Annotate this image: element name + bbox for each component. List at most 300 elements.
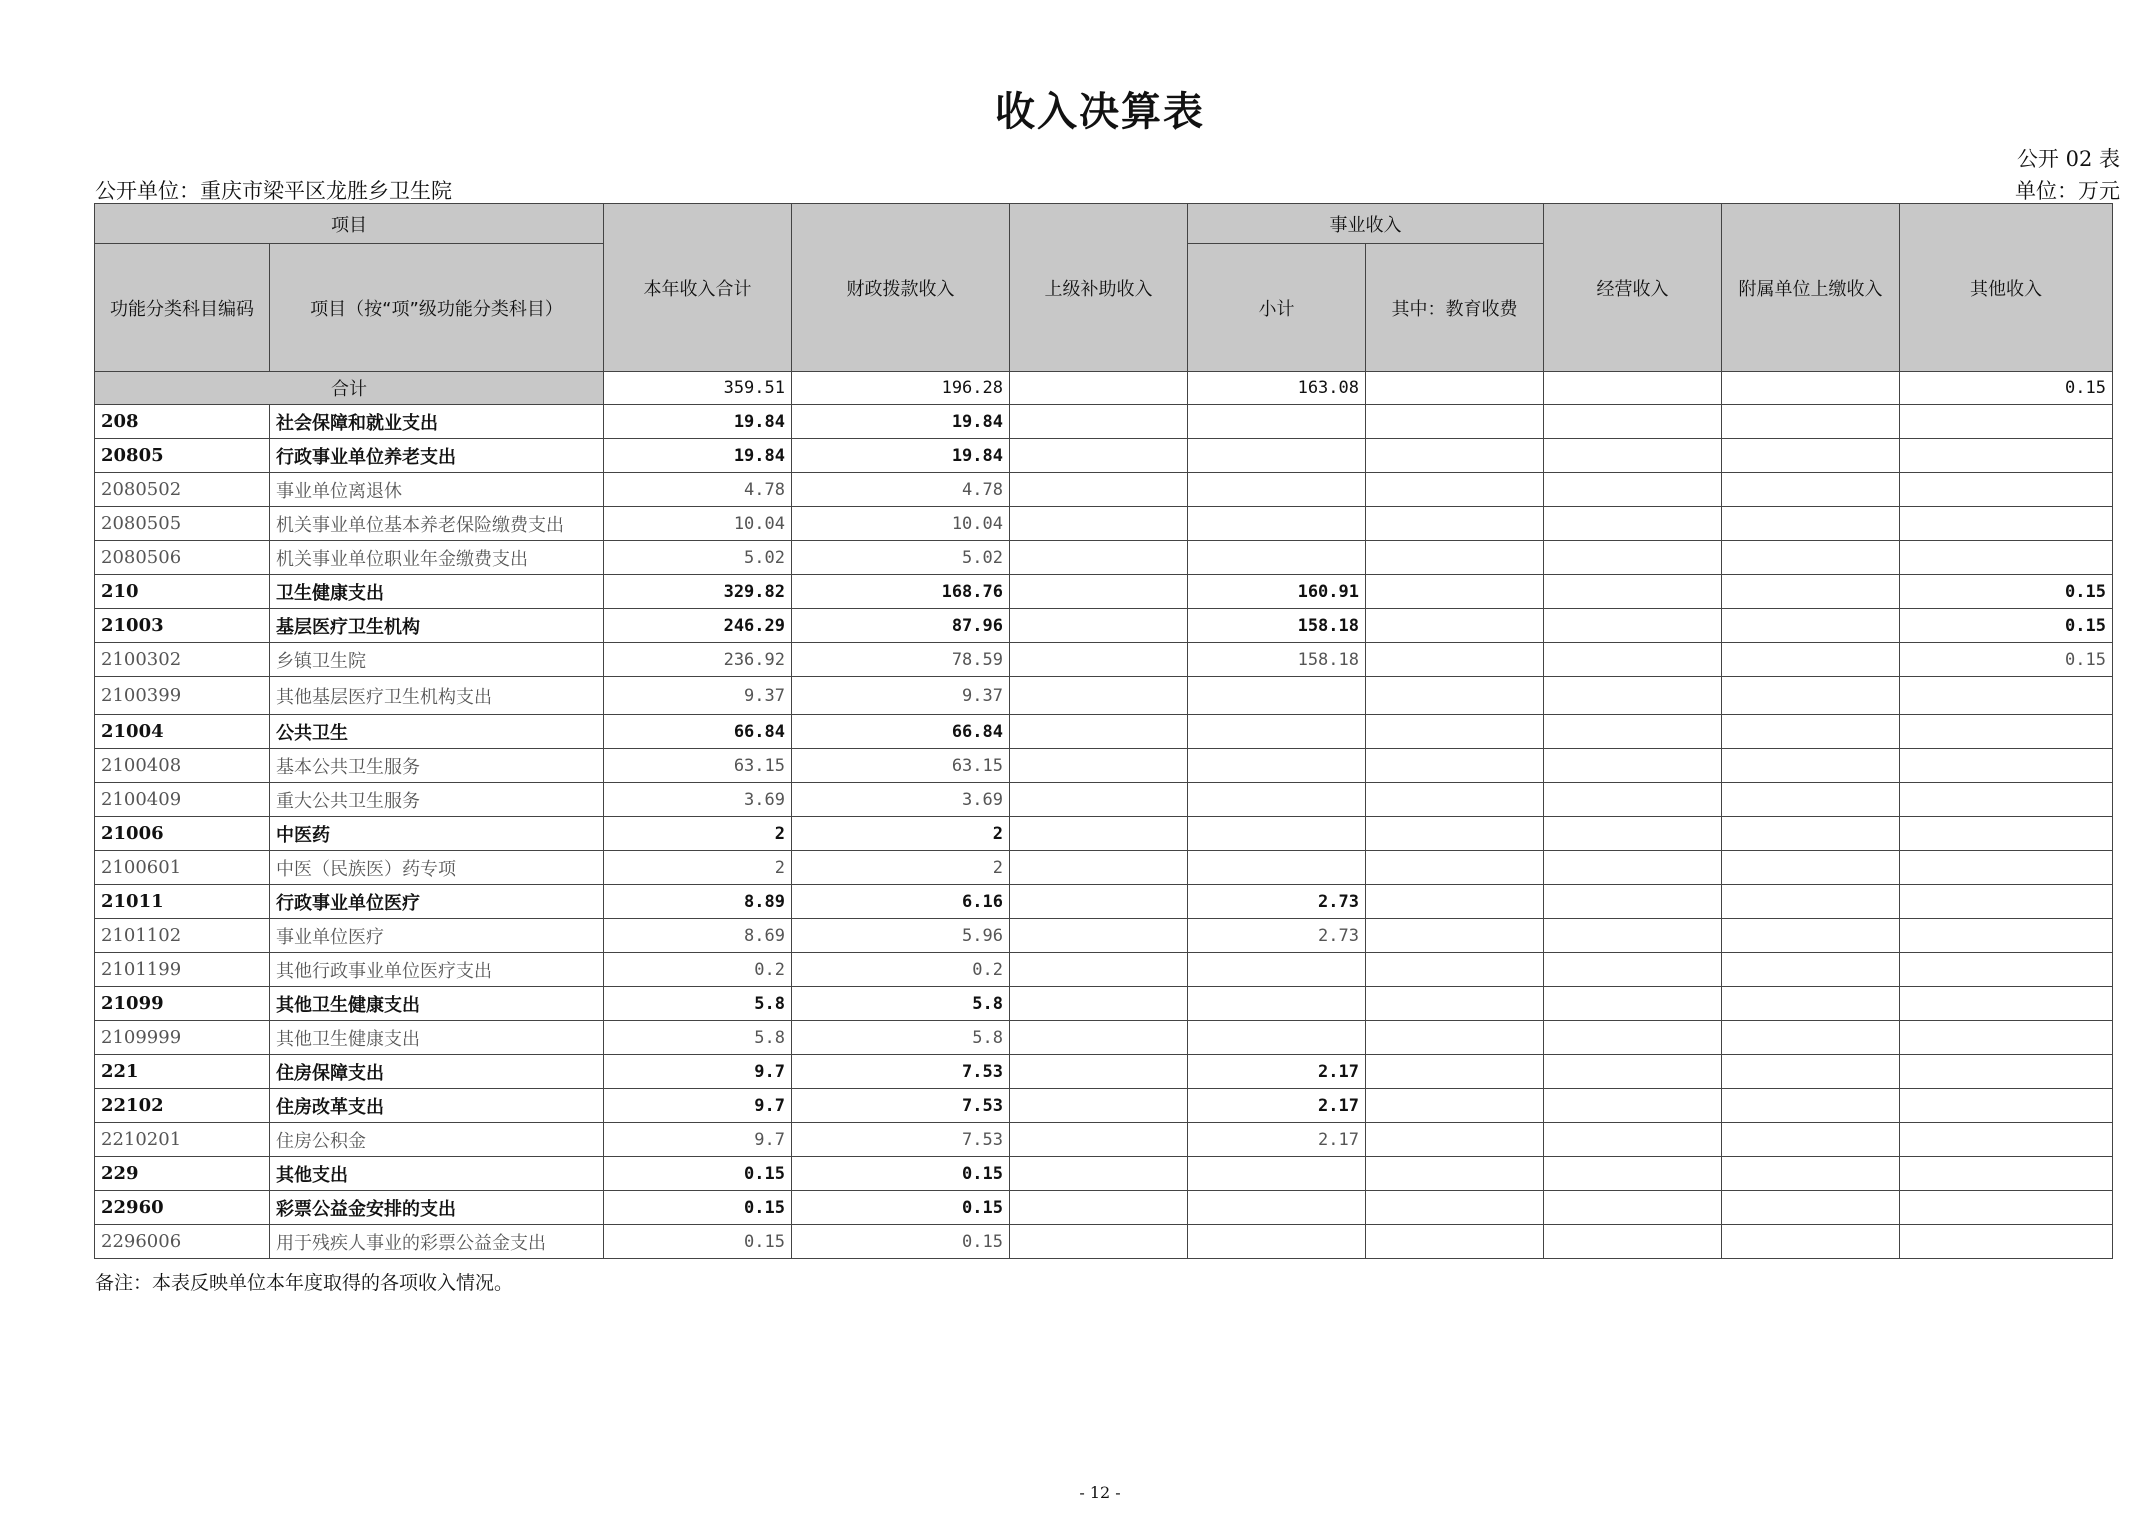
row-cell-affiliated xyxy=(1722,1157,1900,1191)
row-cell-affiliated xyxy=(1722,1225,1900,1259)
row-cell-affiliated xyxy=(1722,1123,1900,1157)
currency-unit: 单位：万元 xyxy=(2015,179,2120,203)
row-cell-fiscal: 78.59 xyxy=(792,643,1010,677)
row-cell-other xyxy=(1900,507,2113,541)
row-cell-subtotal xyxy=(1188,987,1366,1021)
total-cell-subtotal: 163.08 xyxy=(1188,372,1366,405)
row-cell-affiliated xyxy=(1722,715,1900,749)
row-name: 事业单位医疗 xyxy=(270,919,604,953)
table-row xyxy=(95,507,2113,541)
page-title: 收入决算表 xyxy=(995,89,1205,135)
row-cell-total: 3.69 xyxy=(604,783,792,817)
row-code: 22960 xyxy=(95,1191,270,1225)
row-cell-total: 66.84 xyxy=(604,715,792,749)
row-cell-education xyxy=(1366,1123,1544,1157)
header-item-group: 项目 xyxy=(95,204,604,244)
row-cell-superior xyxy=(1010,987,1188,1021)
row-cell-education xyxy=(1366,885,1544,919)
row-code: 2100302 xyxy=(95,643,270,677)
total-cell-education xyxy=(1366,372,1544,405)
row-cell-education xyxy=(1366,919,1544,953)
table-row xyxy=(95,919,2113,953)
row-cell-operating xyxy=(1544,715,1722,749)
row-cell-other xyxy=(1900,473,2113,507)
row-name: 基层医疗卫生机构 xyxy=(270,609,604,643)
row-code: 2080505 xyxy=(95,507,270,541)
page-number: - 12 - xyxy=(1079,1483,1121,1502)
row-cell-other xyxy=(1900,749,2113,783)
row-cell-affiliated xyxy=(1722,987,1900,1021)
row-cell-superior xyxy=(1010,749,1188,783)
row-cell-affiliated xyxy=(1722,851,1900,885)
row-name: 社会保障和就业支出 xyxy=(270,405,604,439)
row-cell-education xyxy=(1366,953,1544,987)
row-cell-total: 329.82 xyxy=(604,575,792,609)
row-cell-affiliated xyxy=(1722,885,1900,919)
row-cell-subtotal: 160.91 xyxy=(1188,575,1366,609)
row-cell-superior xyxy=(1010,439,1188,473)
header-operating: 经营收入 xyxy=(1544,204,1722,372)
row-code: 21006 xyxy=(95,817,270,851)
row-cell-affiliated xyxy=(1722,575,1900,609)
row-cell-total: 246.29 xyxy=(604,609,792,643)
table-row xyxy=(95,473,2113,507)
row-cell-operating xyxy=(1544,1089,1722,1123)
row-cell-other xyxy=(1900,851,2113,885)
row-cell-superior xyxy=(1010,575,1188,609)
row-name: 其他支出 xyxy=(270,1157,604,1191)
header-total: 本年收入合计 xyxy=(604,204,792,372)
row-name: 机关事业单位基本养老保险缴费支出 xyxy=(270,507,604,541)
row-cell-education xyxy=(1366,643,1544,677)
row-cell-subtotal: 2.17 xyxy=(1188,1123,1366,1157)
row-cell-total: 0.15 xyxy=(604,1157,792,1191)
total-label: 合计 xyxy=(95,372,604,405)
row-cell-affiliated xyxy=(1722,749,1900,783)
row-cell-operating xyxy=(1544,439,1722,473)
row-cell-operating xyxy=(1544,643,1722,677)
row-cell-superior xyxy=(1010,507,1188,541)
row-cell-affiliated xyxy=(1722,473,1900,507)
row-cell-fiscal: 3.69 xyxy=(792,783,1010,817)
table-row xyxy=(95,885,2113,919)
row-cell-fiscal: 2 xyxy=(792,851,1010,885)
table-row xyxy=(95,677,2113,715)
row-cell-education xyxy=(1366,817,1544,851)
row-cell-total: 8.69 xyxy=(604,919,792,953)
row-cell-operating xyxy=(1544,919,1722,953)
row-cell-superior xyxy=(1010,953,1188,987)
row-name: 用于残疾人事业的彩票公益金支出 xyxy=(270,1225,604,1259)
row-cell-operating xyxy=(1544,783,1722,817)
row-cell-total: 5.02 xyxy=(604,541,792,575)
row-cell-other: 0.15 xyxy=(1900,643,2113,677)
row-name: 中医药 xyxy=(270,817,604,851)
total-cell-superior xyxy=(1010,372,1188,405)
row-cell-total: 5.8 xyxy=(604,1021,792,1055)
row-cell-education xyxy=(1366,715,1544,749)
row-name: 住房保障支出 xyxy=(270,1055,604,1089)
row-cell-other xyxy=(1900,953,2113,987)
row-code: 21099 xyxy=(95,987,270,1021)
total-cell-total: 359.51 xyxy=(604,372,792,405)
row-name: 住房改革支出 xyxy=(270,1089,604,1123)
row-cell-total: 10.04 xyxy=(604,507,792,541)
row-cell-superior xyxy=(1010,1055,1188,1089)
row-cell-operating xyxy=(1544,885,1722,919)
row-cell-total: 9.37 xyxy=(604,677,792,715)
table-row xyxy=(95,1123,2113,1157)
row-code: 229 xyxy=(95,1157,270,1191)
row-cell-total: 9.7 xyxy=(604,1055,792,1089)
row-code: 210 xyxy=(95,575,270,609)
row-cell-total: 63.15 xyxy=(604,749,792,783)
header-education: 其中：教育收费 xyxy=(1366,244,1544,372)
row-cell-education xyxy=(1366,473,1544,507)
row-cell-affiliated xyxy=(1722,1021,1900,1055)
row-cell-affiliated xyxy=(1722,439,1900,473)
row-cell-other xyxy=(1900,677,2113,715)
row-cell-other xyxy=(1900,405,2113,439)
row-cell-affiliated xyxy=(1722,677,1900,715)
row-code: 2100399 xyxy=(95,677,270,715)
row-name: 其他卫生健康支出 xyxy=(270,987,604,1021)
row-code: 22102 xyxy=(95,1089,270,1123)
row-cell-education xyxy=(1366,507,1544,541)
row-name: 乡镇卫生院 xyxy=(270,643,604,677)
row-name: 其他行政事业单位医疗支出 xyxy=(270,953,604,987)
row-cell-affiliated xyxy=(1722,405,1900,439)
row-name: 重大公共卫生服务 xyxy=(270,783,604,817)
row-cell-operating xyxy=(1544,1191,1722,1225)
total-cell-other: 0.15 xyxy=(1900,372,2113,405)
row-cell-total: 236.92 xyxy=(604,643,792,677)
row-code: 2296006 xyxy=(95,1225,270,1259)
row-name: 公共卫生 xyxy=(270,715,604,749)
row-cell-subtotal xyxy=(1188,1157,1366,1191)
row-cell-other xyxy=(1900,987,2113,1021)
row-cell-other xyxy=(1900,1089,2113,1123)
row-cell-education xyxy=(1366,1089,1544,1123)
row-code: 2080506 xyxy=(95,541,270,575)
row-code: 2100601 xyxy=(95,851,270,885)
row-cell-superior xyxy=(1010,783,1188,817)
reporting-unit: 公开单位：重庆市梁平区龙胜乡卫生院 xyxy=(95,179,452,203)
row-cell-superior xyxy=(1010,1089,1188,1123)
table-row xyxy=(95,953,2113,987)
row-cell-superior xyxy=(1010,677,1188,715)
row-cell-subtotal: 2.17 xyxy=(1188,1055,1366,1089)
row-cell-fiscal: 87.96 xyxy=(792,609,1010,643)
header-subtotal: 小计 xyxy=(1188,244,1366,372)
table-note: 备注：本表反映单位本年度取得的各项收入情况。 xyxy=(95,1272,514,1294)
row-cell-superior xyxy=(1010,817,1188,851)
row-cell-fiscal: 66.84 xyxy=(792,715,1010,749)
row-cell-superior xyxy=(1010,609,1188,643)
row-cell-other: 0.15 xyxy=(1900,609,2113,643)
row-cell-operating xyxy=(1544,405,1722,439)
row-cell-subtotal xyxy=(1188,851,1366,885)
row-cell-subtotal xyxy=(1188,541,1366,575)
row-cell-total: 0.15 xyxy=(604,1225,792,1259)
table-row xyxy=(95,749,2113,783)
header-fiscal: 财政拨款收入 xyxy=(792,204,1010,372)
row-cell-fiscal: 19.84 xyxy=(792,439,1010,473)
row-cell-total: 0.2 xyxy=(604,953,792,987)
row-cell-subtotal xyxy=(1188,749,1366,783)
row-cell-education xyxy=(1366,783,1544,817)
row-cell-fiscal: 5.8 xyxy=(792,1021,1010,1055)
row-cell-subtotal xyxy=(1188,715,1366,749)
row-name: 其他卫生健康支出 xyxy=(270,1021,604,1055)
row-code: 208 xyxy=(95,405,270,439)
row-cell-subtotal xyxy=(1188,1225,1366,1259)
row-cell-operating xyxy=(1544,1225,1722,1259)
row-cell-total: 9.7 xyxy=(604,1089,792,1123)
table-row xyxy=(95,715,2113,749)
row-code: 20805 xyxy=(95,439,270,473)
row-cell-operating xyxy=(1544,749,1722,783)
row-cell-operating xyxy=(1544,575,1722,609)
row-code: 2100409 xyxy=(95,783,270,817)
table-row xyxy=(95,851,2113,885)
row-cell-superior xyxy=(1010,1123,1188,1157)
row-cell-fiscal: 63.15 xyxy=(792,749,1010,783)
row-cell-operating xyxy=(1544,817,1722,851)
row-cell-total: 2 xyxy=(604,851,792,885)
header-business-group: 事业收入 xyxy=(1188,204,1544,244)
row-cell-total: 9.7 xyxy=(604,1123,792,1157)
table-row xyxy=(95,439,2113,473)
row-cell-other xyxy=(1900,439,2113,473)
row-cell-operating xyxy=(1544,507,1722,541)
row-cell-superior xyxy=(1010,851,1188,885)
table-row xyxy=(95,1191,2113,1225)
row-cell-superior xyxy=(1010,1021,1188,1055)
row-cell-education xyxy=(1366,1225,1544,1259)
row-cell-operating xyxy=(1544,677,1722,715)
row-name: 彩票公益金安排的支出 xyxy=(270,1191,604,1225)
row-cell-subtotal: 2.73 xyxy=(1188,919,1366,953)
row-cell-subtotal: 2.17 xyxy=(1188,1089,1366,1123)
income-table xyxy=(94,203,2113,1259)
row-cell-operating xyxy=(1544,1021,1722,1055)
row-cell-superior xyxy=(1010,715,1188,749)
row-cell-education xyxy=(1366,1191,1544,1225)
table-row xyxy=(95,643,2113,677)
row-cell-fiscal: 5.96 xyxy=(792,919,1010,953)
row-cell-affiliated xyxy=(1722,1055,1900,1089)
row-cell-superior xyxy=(1010,919,1188,953)
header-code: 功能分类科目编码 xyxy=(95,244,270,372)
row-code: 2210201 xyxy=(95,1123,270,1157)
row-cell-education xyxy=(1366,1055,1544,1089)
table-row xyxy=(95,405,2113,439)
total-cell-affiliated xyxy=(1722,372,1900,405)
row-cell-total: 19.84 xyxy=(604,405,792,439)
row-cell-operating xyxy=(1544,987,1722,1021)
header-name: 项目（按“项”级功能分类科目） xyxy=(270,244,604,372)
row-name: 事业单位离退休 xyxy=(270,473,604,507)
row-cell-other: 0.15 xyxy=(1900,575,2113,609)
row-cell-fiscal: 0.2 xyxy=(792,953,1010,987)
row-name: 卫生健康支出 xyxy=(270,575,604,609)
row-cell-superior xyxy=(1010,1191,1188,1225)
header-affiliated: 附属单位上缴收入 xyxy=(1722,204,1900,372)
row-cell-affiliated xyxy=(1722,541,1900,575)
table-row xyxy=(95,575,2113,609)
row-cell-fiscal: 0.15 xyxy=(792,1157,1010,1191)
row-cell-subtotal: 2.73 xyxy=(1188,885,1366,919)
row-name: 行政事业单位医疗 xyxy=(270,885,604,919)
row-cell-fiscal: 5.8 xyxy=(792,987,1010,1021)
row-cell-superior xyxy=(1010,885,1188,919)
row-cell-fiscal: 7.53 xyxy=(792,1089,1010,1123)
row-cell-operating xyxy=(1544,473,1722,507)
row-cell-superior xyxy=(1010,1225,1188,1259)
row-cell-subtotal xyxy=(1188,1191,1366,1225)
row-cell-operating xyxy=(1544,1055,1722,1089)
row-cell-other xyxy=(1900,1123,2113,1157)
row-cell-fiscal: 7.53 xyxy=(792,1123,1010,1157)
row-code: 21003 xyxy=(95,609,270,643)
row-cell-subtotal xyxy=(1188,507,1366,541)
row-cell-total: 5.8 xyxy=(604,987,792,1021)
row-cell-total: 4.78 xyxy=(604,473,792,507)
row-cell-other xyxy=(1900,919,2113,953)
row-cell-education xyxy=(1366,439,1544,473)
row-cell-other xyxy=(1900,783,2113,817)
row-cell-superior xyxy=(1010,541,1188,575)
row-cell-fiscal: 0.15 xyxy=(792,1191,1010,1225)
row-cell-subtotal xyxy=(1188,817,1366,851)
row-cell-other xyxy=(1900,541,2113,575)
row-cell-other xyxy=(1900,1021,2113,1055)
row-code: 21004 xyxy=(95,715,270,749)
table-row xyxy=(95,987,2113,1021)
row-cell-affiliated xyxy=(1722,609,1900,643)
row-cell-operating xyxy=(1544,1123,1722,1157)
row-cell-affiliated xyxy=(1722,783,1900,817)
row-cell-fiscal: 19.84 xyxy=(792,405,1010,439)
row-cell-subtotal: 158.18 xyxy=(1188,643,1366,677)
row-cell-subtotal xyxy=(1188,783,1366,817)
row-cell-other xyxy=(1900,1225,2113,1259)
row-cell-subtotal xyxy=(1188,473,1366,507)
row-name: 机关事业单位职业年金缴费支出 xyxy=(270,541,604,575)
total-cell-fiscal: 196.28 xyxy=(792,372,1010,405)
row-cell-fiscal: 6.16 xyxy=(792,885,1010,919)
row-cell-fiscal: 9.37 xyxy=(792,677,1010,715)
row-code: 21011 xyxy=(95,885,270,919)
row-cell-education xyxy=(1366,1021,1544,1055)
row-name: 其他基层医疗卫生机构支出 xyxy=(270,677,604,715)
row-cell-fiscal: 7.53 xyxy=(792,1055,1010,1089)
form-number: 公开 02 表 xyxy=(2016,147,2120,171)
row-cell-total: 8.89 xyxy=(604,885,792,919)
table-row xyxy=(95,817,2113,851)
row-cell-fiscal: 4.78 xyxy=(792,473,1010,507)
row-cell-total: 19.84 xyxy=(604,439,792,473)
table-row xyxy=(95,1225,2113,1259)
table-row xyxy=(95,783,2113,817)
header-superior: 上级补助收入 xyxy=(1010,204,1188,372)
row-cell-education xyxy=(1366,987,1544,1021)
row-cell-operating xyxy=(1544,953,1722,987)
row-cell-other xyxy=(1900,885,2113,919)
table-row xyxy=(95,1157,2113,1191)
row-cell-superior xyxy=(1010,405,1188,439)
row-cell-education xyxy=(1366,575,1544,609)
row-cell-affiliated xyxy=(1722,643,1900,677)
row-cell-education xyxy=(1366,541,1544,575)
row-cell-total: 0.15 xyxy=(604,1191,792,1225)
row-name: 中医（民族医）药专项 xyxy=(270,851,604,885)
row-cell-education xyxy=(1366,749,1544,783)
row-cell-affiliated xyxy=(1722,919,1900,953)
row-cell-other xyxy=(1900,1157,2113,1191)
row-code: 2080502 xyxy=(95,473,270,507)
total-cell-operating xyxy=(1544,372,1722,405)
row-code: 2100408 xyxy=(95,749,270,783)
row-cell-education xyxy=(1366,851,1544,885)
row-name: 基本公共卫生服务 xyxy=(270,749,604,783)
row-cell-subtotal: 158.18 xyxy=(1188,609,1366,643)
row-cell-superior xyxy=(1010,473,1188,507)
row-cell-operating xyxy=(1544,541,1722,575)
row-code: 2101199 xyxy=(95,953,270,987)
row-cell-affiliated xyxy=(1722,1191,1900,1225)
row-cell-subtotal xyxy=(1188,1021,1366,1055)
table-row xyxy=(95,541,2113,575)
row-cell-fiscal: 10.04 xyxy=(792,507,1010,541)
row-cell-superior xyxy=(1010,643,1188,677)
row-cell-affiliated xyxy=(1722,817,1900,851)
table-row xyxy=(95,1021,2113,1055)
row-name: 住房公积金 xyxy=(270,1123,604,1157)
row-cell-fiscal: 168.76 xyxy=(792,575,1010,609)
row-name: 行政事业单位养老支出 xyxy=(270,439,604,473)
row-cell-affiliated xyxy=(1722,507,1900,541)
row-cell-fiscal: 5.02 xyxy=(792,541,1010,575)
row-cell-fiscal: 0.15 xyxy=(792,1225,1010,1259)
row-code: 2101102 xyxy=(95,919,270,953)
row-code: 221 xyxy=(95,1055,270,1089)
row-code: 2109999 xyxy=(95,1021,270,1055)
table-row xyxy=(95,609,2113,643)
row-cell-other xyxy=(1900,1055,2113,1089)
row-cell-education xyxy=(1366,405,1544,439)
row-cell-superior xyxy=(1010,1157,1188,1191)
row-cell-other xyxy=(1900,715,2113,749)
table-row xyxy=(95,1089,2113,1123)
row-cell-operating xyxy=(1544,609,1722,643)
row-cell-affiliated xyxy=(1722,1089,1900,1123)
row-cell-subtotal xyxy=(1188,953,1366,987)
row-cell-total: 2 xyxy=(604,817,792,851)
row-cell-education xyxy=(1366,609,1544,643)
row-cell-subtotal xyxy=(1188,439,1366,473)
row-cell-subtotal xyxy=(1188,405,1366,439)
total-row xyxy=(95,372,2113,405)
row-cell-subtotal xyxy=(1188,677,1366,715)
row-cell-fiscal: 2 xyxy=(792,817,1010,851)
row-cell-other xyxy=(1900,1191,2113,1225)
table-row xyxy=(95,1055,2113,1089)
row-cell-other xyxy=(1900,817,2113,851)
row-cell-education xyxy=(1366,677,1544,715)
row-cell-operating xyxy=(1544,851,1722,885)
